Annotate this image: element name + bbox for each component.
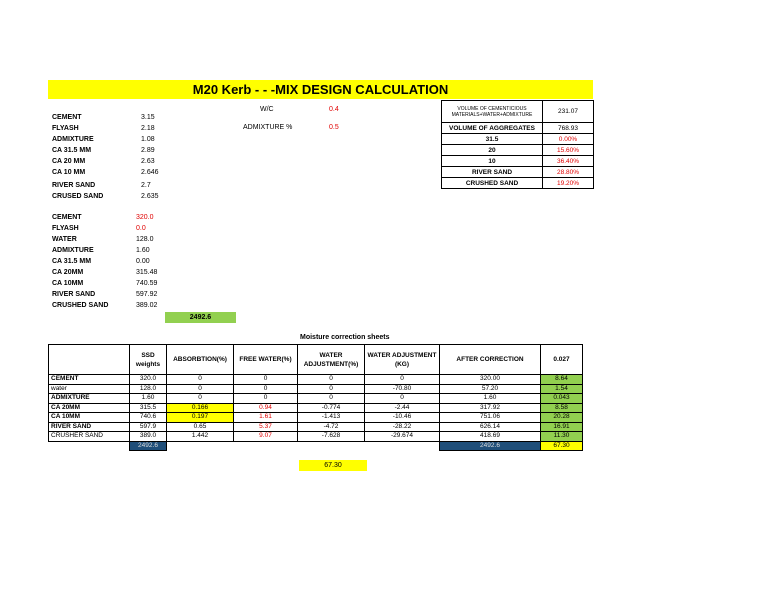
cell-last: 11.30 (541, 432, 583, 442)
cell-last: 20.28 (541, 413, 583, 423)
admixture-percent-label: ADMIXTURE % (243, 124, 293, 131)
cell-last: 16.91 (541, 422, 583, 432)
moisture-title: Moisture correction sheets (300, 334, 390, 341)
cell-last: 0.043 (541, 394, 583, 404)
header-blank (49, 345, 130, 375)
cell-free: 0 (234, 375, 298, 385)
table-row (49, 375, 583, 385)
table-row (49, 432, 583, 442)
quantity-label: RIVER SAND (52, 291, 96, 298)
total-after-correction: 2492.6 (440, 441, 541, 451)
quantity-label: CA 31.5 MM (52, 258, 92, 265)
cell-adjkg: 0 (365, 375, 440, 385)
quantity-value: 0.00 (136, 258, 150, 265)
cell-adjkg: 0 (365, 394, 440, 404)
cell-free: 9.07 (234, 432, 298, 442)
quantity-total: 2492.6 (165, 312, 236, 323)
sg-value: 2.7 (141, 182, 151, 189)
cell-adjkg: -70.80 (365, 384, 440, 394)
quantity-value: 597.92 (136, 291, 158, 298)
cell-abs: 0.166 (167, 403, 234, 413)
sg-value: 2.89 (141, 147, 155, 154)
cell-after: 626.14 (440, 422, 541, 432)
quantity-label: CA 20MM (52, 269, 84, 276)
table-row (49, 422, 583, 432)
cell-name: CRUSHER SAND (49, 432, 130, 442)
cell-after: 317.92 (440, 403, 541, 413)
cell-abs: 1.442 (167, 432, 234, 442)
cell-ssd: 740.6 (130, 413, 167, 423)
quantity-value: 320.0 (136, 214, 154, 221)
volume-aggregates-label: VOLUME OF AGGREGATES (442, 123, 543, 134)
header-factor: 0.027 (541, 345, 583, 375)
sg-value: 2.646 (141, 169, 159, 176)
cell-free: 5.37 (234, 422, 298, 432)
sg-label: CRUSED SAND (52, 193, 104, 200)
cell-last: 8.64 (541, 375, 583, 385)
cell-adjp: 0 (298, 384, 365, 394)
quantity-label: CA 10MM (52, 280, 84, 287)
cell-after: 320.00 (440, 375, 541, 385)
cell-adjp: -0.774 (298, 403, 365, 413)
aggregate-label: 20 (442, 145, 543, 156)
cell-abs: 0.65 (167, 422, 234, 432)
cell-adjkg: -28.22 (365, 422, 440, 432)
cell-free: 0 (234, 394, 298, 404)
sg-label: CA 10 MM (52, 169, 86, 176)
aggregate-percent: 19.20% (543, 178, 594, 189)
cell-name: CA 10MM (49, 413, 130, 423)
table-row (49, 413, 583, 423)
sg-value: 2.63 (141, 158, 155, 165)
cell-abs: 0 (167, 394, 234, 404)
sg-value: 2.18 (141, 125, 155, 132)
quantity-value: 1.60 (136, 247, 150, 254)
aggregate-label: CRUSHED SAND (442, 178, 543, 189)
cell-after: 1.60 (440, 394, 541, 404)
cell-ssd: 315.5 (130, 403, 167, 413)
table-row (49, 394, 583, 404)
aggregate-percent: 28.80% (543, 167, 594, 178)
volume-cementicious-label: VOLUME OF CEMENTICIOUS MATERIALS+WATER+ADMIXTURE (442, 101, 543, 123)
cell-free: 0.94 (234, 403, 298, 413)
cell-last: 8.58 (541, 403, 583, 413)
sheet-title: M20 Kerb - - -MIX DESIGN CALCULATION (48, 80, 593, 99)
header-water-adj-pct: WATER ADJUSTMENT(%) (298, 345, 365, 375)
cell-abs: 0 (167, 384, 234, 394)
quantity-value: 740.59 (136, 280, 158, 287)
header-free-water: FREE WATER(%) (234, 345, 298, 375)
quantity-value: 315.48 (136, 269, 158, 276)
cell-adjkg: -10.46 (365, 413, 440, 423)
cell-adjkg: -29.674 (365, 432, 440, 442)
aggregate-percent: 36.40% (543, 156, 594, 167)
header-ssd: SSD weights (130, 345, 167, 375)
quantity-label: CEMENT (52, 214, 82, 221)
sg-label: CA 20 MM (52, 158, 86, 165)
cell-name: RIVER SAND (49, 422, 130, 432)
cell-after: 57.20 (440, 384, 541, 394)
total-factor: 67.30 (541, 441, 583, 451)
sg-label: RIVER SAND (52, 182, 96, 189)
free-water-total: 67.30 (299, 460, 367, 471)
cell-name: water (49, 384, 130, 394)
cell-adjkg: -2.44 (365, 403, 440, 413)
aggregate-label: RIVER SAND (442, 167, 543, 178)
quantity-label: WATER (52, 236, 77, 243)
cell-adjp: -4.72 (298, 422, 365, 432)
table-row (49, 384, 583, 394)
quantity-label: CRUSHED SAND (52, 302, 109, 309)
cell-adjp: -7.628 (298, 432, 365, 442)
cell-adjp: 0 (298, 394, 365, 404)
aggregate-label: 31.5 (442, 134, 543, 145)
sg-label: CA 31.5 MM (52, 147, 92, 154)
cell-name: ADMIXTURE (49, 394, 130, 404)
sg-label: FLYASH (52, 125, 79, 132)
cell-ssd: 389.0 (130, 432, 167, 442)
cell-last: 1.54 (541, 384, 583, 394)
cell-free: 1.61 (234, 413, 298, 423)
cell-abs: 0 (167, 375, 234, 385)
wc-label: W/C (260, 106, 274, 113)
sg-value: 1.08 (141, 136, 155, 143)
cell-adjp: 0 (298, 375, 365, 385)
cell-name: CA 20MM (49, 403, 130, 413)
cell-ssd: 597.9 (130, 422, 167, 432)
cell-ssd: 128.0 (130, 384, 167, 394)
quantity-label: ADMIXTURE (52, 247, 94, 254)
aggregates-table (441, 100, 594, 189)
quantity-label: FLYASH (52, 225, 79, 232)
volume-aggregates-value: 768.93 (543, 123, 594, 134)
header-absorbtion: ABSORBTION(%) (167, 345, 234, 375)
cell-abs: 0.197 (167, 413, 234, 423)
volume-cementicious-value: 231.07 (543, 101, 594, 123)
sg-label: CEMENT (52, 114, 82, 121)
cell-ssd: 320.0 (130, 375, 167, 385)
cell-after: 751.06 (440, 413, 541, 423)
admixture-percent-value: 0.5 (329, 124, 339, 131)
header-water-adj-kg: WATER ADJUSTMENT (KG) (365, 345, 440, 375)
cell-free: 0 (234, 384, 298, 394)
sg-label: ADMIXTURE (52, 136, 94, 143)
cell-ssd: 1.60 (130, 394, 167, 404)
moisture-table (48, 344, 583, 451)
quantity-value: 0.0 (136, 225, 146, 232)
cell-after: 418.69 (440, 432, 541, 442)
wc-value: 0.4 (329, 106, 339, 113)
quantity-value: 128.0 (136, 236, 154, 243)
sg-value: 2.635 (141, 193, 159, 200)
aggregate-percent: 0.00% (543, 134, 594, 145)
header-after-correction: AFTER CORRECTION (440, 345, 541, 375)
cell-adjp: -1.413 (298, 413, 365, 423)
table-row (49, 403, 583, 413)
aggregate-label: 10 (442, 156, 543, 167)
cell-name: CEMENT (49, 375, 130, 385)
sg-value: 3.15 (141, 114, 155, 121)
quantity-value: 389.02 (136, 302, 158, 309)
aggregate-percent: 15.60% (543, 145, 594, 156)
total-ssd: 2492.6 (130, 441, 167, 451)
